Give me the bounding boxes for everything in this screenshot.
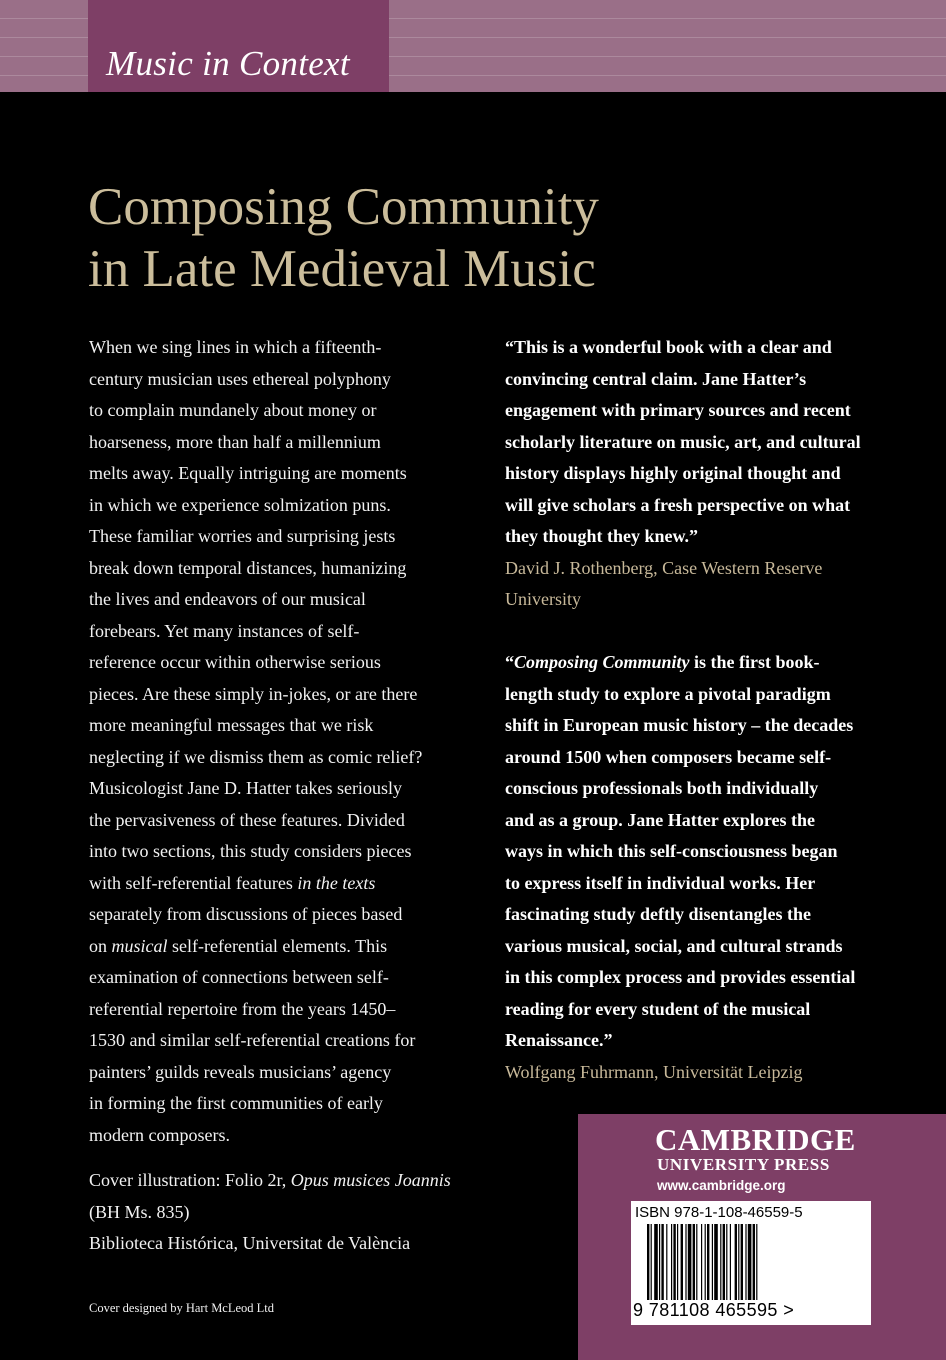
- description-line: Musicologist Jane D. Hatter takes seriously: [89, 778, 402, 798]
- review-quote: [505, 647, 925, 1057]
- book-title-line: in Late Medieval Music: [88, 240, 596, 298]
- quote-line: to express itself in individual works. Her: [505, 872, 816, 893]
- description-line: forebears. Yet many instances of self-: [89, 620, 360, 641]
- description-line: 1530 and similar self-referential creations for: [89, 1030, 416, 1050]
- description-text: on: [89, 935, 112, 956]
- book-description: [89, 332, 489, 1151]
- description-line: into two sections, this study considers pieces: [89, 841, 412, 861]
- barcode-digits: 9 781108 465595 >: [633, 1300, 795, 1320]
- description-emphasis: in the texts: [297, 872, 376, 893]
- barcode-bar: [723, 1224, 725, 1300]
- description-line: referential repertoire from the years 1450–: [89, 998, 396, 1019]
- barcode-bar: [677, 1224, 678, 1300]
- quote-line: in this complex process and provides essential: [505, 967, 856, 987]
- quote-line: reading for every student of the musical: [505, 998, 811, 1019]
- barcode-bar: [661, 1224, 663, 1300]
- barcode-bar: [753, 1224, 755, 1300]
- barcode-bar: [748, 1224, 752, 1300]
- description-line: break down temporal distances, humanizing: [89, 557, 407, 578]
- quote-line: Renaissance.”: [505, 1030, 613, 1050]
- description-line: to complain mundanely about money or: [89, 400, 377, 420]
- description-line: the lives and endeavors of our musical: [89, 589, 366, 609]
- description-line: separately from discussions of pieces based: [89, 904, 403, 924]
- publisher-subtitle: UNIVERSITY PRESS: [657, 1155, 830, 1174]
- quote-line: [505, 647, 925, 679]
- series-title: Music in Context: [106, 44, 350, 83]
- description-line: melts away. Equally intriguing are moments: [89, 463, 407, 483]
- attribution-line: Wolfgang Fuhrmann, Universität Leipzig: [505, 1061, 803, 1082]
- quote-line: scholarly literature on music, art, and cultural: [505, 431, 861, 452]
- description-line: more meaningful messages that we risk: [89, 715, 374, 735]
- description-emphasis: musical: [111, 935, 168, 956]
- barcode-bar: [647, 1224, 649, 1300]
- barcode-bar: [726, 1224, 727, 1300]
- quote-line: around 1500 when composers became self-: [505, 746, 832, 767]
- barcode-bar: [696, 1224, 697, 1300]
- description-line: hoarseness, more than half a millennium: [89, 431, 381, 452]
- isbn-label: ISBN 978-1-108-46559-5: [635, 1204, 803, 1221]
- barcode-bar: [685, 1224, 686, 1300]
- quote-spacer: [505, 616, 925, 648]
- barcode-bar: [651, 1224, 652, 1300]
- barcode-bar: [666, 1224, 667, 1300]
- description-line: [89, 931, 489, 963]
- publisher-box: [578, 1114, 946, 1360]
- attribution-line: David J. Rothenberg, Case Western Reserve: [505, 557, 823, 578]
- attribution-line: University: [505, 589, 581, 609]
- description-line: in which we experience solmization puns.: [89, 494, 391, 515]
- publisher-name: CAMBRIDGE: [655, 1122, 856, 1157]
- description-line: [89, 868, 489, 900]
- barcode-bar: [693, 1224, 695, 1300]
- quote-line: ways in which this self-consciousness began: [505, 841, 838, 861]
- description-text: with self-referential features: [89, 872, 298, 893]
- barcode-bar: [735, 1224, 737, 1300]
- barcode-bar: [730, 1224, 731, 1300]
- barcode-bar: [712, 1224, 713, 1300]
- quote-line: conscious professionals both individually: [505, 778, 819, 798]
- description-line: examination of connections between self-: [89, 967, 389, 987]
- barcode-bar: [688, 1224, 692, 1300]
- review-quotes: [505, 332, 925, 1088]
- quote-emphasis: Composing Community: [514, 652, 690, 672]
- review-attribution: [505, 1057, 925, 1089]
- barcode-bar: [756, 1224, 757, 1300]
- description-line: These familiar worries and surprising jests: [89, 526, 396, 546]
- barcode-bar: [705, 1224, 706, 1300]
- publisher-url: www.cambridge.org: [657, 1178, 786, 1193]
- barcode-bar: [707, 1224, 709, 1300]
- barcode-bar: [745, 1224, 746, 1300]
- book-title: [88, 176, 599, 300]
- quote-line: length study to explore a pivotal paradigm: [505, 683, 831, 704]
- barcode-icon: [647, 1224, 857, 1300]
- credit-emphasis: Opus musices Joannis: [290, 1170, 451, 1190]
- description-line: When we sing lines in which a fifteenth-: [89, 337, 382, 357]
- barcode-bar: [671, 1224, 672, 1300]
- credit-line: Biblioteca Histórica, Universitat de València: [89, 1233, 411, 1253]
- description-text: self-referential elements. This: [167, 935, 388, 956]
- book-title-line: Composing Community: [88, 178, 599, 236]
- quote-line: and as a group. Jane Hatter explores the: [505, 809, 816, 830]
- barcode-bar: [741, 1224, 743, 1300]
- description-line: pieces. Are these simply in-jokes, or are there: [89, 683, 418, 704]
- review-quote: [505, 332, 925, 553]
- barcode-bar: [714, 1224, 718, 1300]
- description-line: reference occur within otherwise serious: [89, 652, 381, 672]
- description-line: painters’ guilds reveals musicians’ agency: [89, 1061, 392, 1082]
- quote-text: is the first book-: [689, 652, 820, 672]
- review-attribution: [505, 553, 925, 616]
- quote-line: “This is a wonderful book with a clear and: [505, 337, 832, 357]
- barcode-bar: [654, 1224, 658, 1300]
- description-line: the pervasiveness of these features. Divided: [89, 809, 405, 830]
- description-line: century musician uses ethereal polyphony: [89, 368, 391, 389]
- quote-line: various musical, social, and cultural strands: [505, 935, 843, 956]
- barcode-bar: [681, 1224, 683, 1300]
- quote-line: engagement with primary sources and recent: [505, 400, 851, 420]
- credit-text: Cover illustration: Folio 2r,: [89, 1170, 291, 1190]
- credit-line: [89, 1165, 509, 1197]
- credit-line: (BH Ms. 835): [89, 1201, 190, 1222]
- barcode-bar: [701, 1224, 702, 1300]
- barcode-bar: [659, 1224, 660, 1300]
- quote-line: convincing central claim. Jane Hatter’s: [505, 368, 807, 389]
- barcode-bar: [720, 1224, 721, 1300]
- cover-designer: Cover designed by Hart McLeod Ltd: [89, 1301, 275, 1315]
- cover-illustration-credit: [89, 1165, 509, 1260]
- description-line: modern composers.: [89, 1124, 230, 1145]
- description-line: neglecting if we dismiss them as comic relief?: [89, 746, 423, 767]
- barcode-panel: [631, 1201, 871, 1325]
- quote-text: “: [505, 652, 514, 672]
- barcode-bar: [738, 1224, 739, 1300]
- barcode-bar: [673, 1224, 675, 1300]
- series-band: [0, 0, 946, 92]
- quote-line: will give scholars a fresh perspective on what: [505, 494, 851, 515]
- quote-line: they thought they knew.”: [505, 526, 699, 546]
- quote-line: fascinating study deftly disentangles the: [505, 904, 812, 924]
- quote-line: history displays highly original thought and: [505, 463, 841, 483]
- description-line: in forming the first communities of early: [89, 1093, 383, 1113]
- quote-line: shift in European music history – the decades: [505, 715, 854, 735]
